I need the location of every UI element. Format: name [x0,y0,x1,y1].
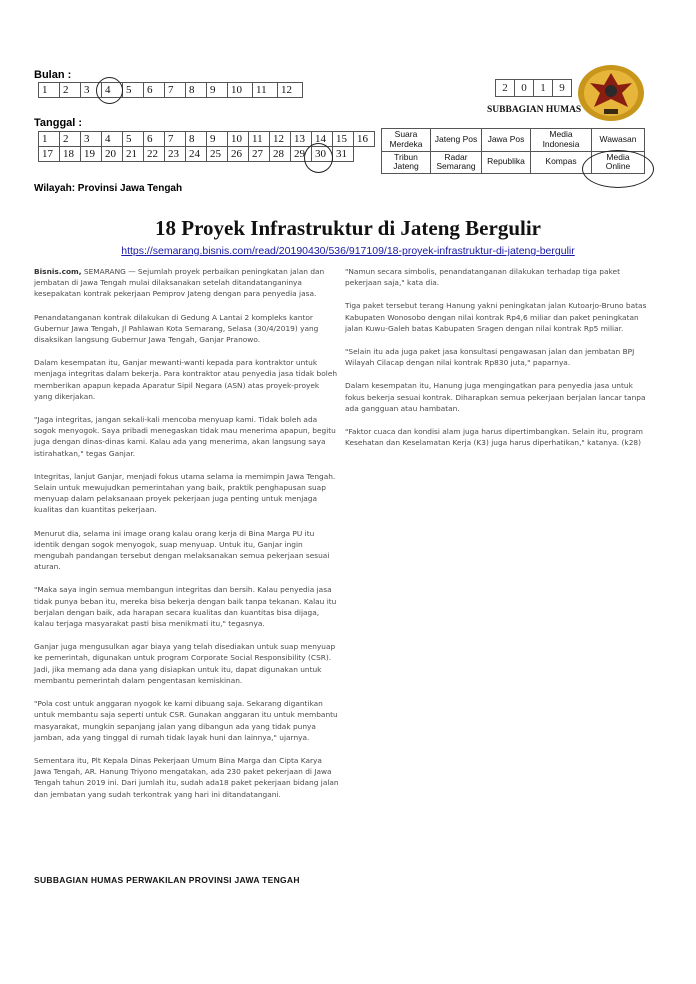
media-outlet-cell: Media Online [592,151,645,174]
date-cell: 24 [186,147,207,162]
date-cell: 16 [354,132,375,147]
month-cell: 11 [253,83,278,98]
month-cell: 3 [81,83,102,98]
month-cell: 1 [39,83,60,98]
unit-label: SUBBAGIAN HUMAS [487,105,582,115]
month-cell: 4 [102,83,123,98]
date-cell: 22 [144,147,165,162]
year-digit-cell: 9 [553,80,572,97]
article-paragraph: Ganjar juga mengusulkan agar biaya yang telah disediakan untuk suap menyuap ke pemerintah, digunakan untuk program Corporate Social Responsibility (CSR). Jadi, jika memang ada dana yang disiapkan untuk itu, dapat digunakan untuk membantu pemerintah dalam pengentasan kemiskinan. [34,642,336,685]
date-cell: 25 [207,147,228,162]
garuda-emblem-icon [576,63,646,123]
date-cell: 1 [39,132,60,147]
date-cell: 30 [312,147,333,162]
year-digit-cell: 1 [534,80,553,97]
article-headline: 18 Proyek Infrastruktur di Jateng Bergulir [155,216,541,240]
article-paragraph: "Faktor cuaca dan kondisi alam juga harus dipertimbangkan. Selain itu, program Kesehatan dan Keselamatan Kerja (K3) juga harus diperhatikan," katanya. (k28) [345,427,643,448]
date-cell: 19 [81,147,102,162]
media-outlet-cell: Suara Merdeka [382,129,431,152]
article-paragraph: "Jaga integritas, jangan sekali-kali mencoba menyuap kami. Tidak boleh ada sogok menyogok. Saya pribadi menegaskan tidak mau menerima apapun, begitu juga dengan dinas-dinas kami. Kalau ada yang menerima, akan langsung saya istirahatkan," tegas Ganjar. [34,415,336,458]
media-outlet-cell: Radar Semarang [431,151,482,174]
date-cell: 31 [333,147,354,162]
article-paragraph: Bisnis.com, SEMARANG — Sejumlah proyek perbaikan peningkatan jalan dan jembatan di Jawa Tengah mulai dilaksanakan setelah ditandatanganinya kesepakatan kontrak pekerjaan Pemprov Jateng dengan para penyedia jasa. [34,267,325,299]
month-cell: 5 [123,83,144,98]
date-cell: 21 [123,147,144,162]
date-cell: 26 [228,147,249,162]
month-cell: 2 [60,83,81,98]
article-paragraph: Sementara itu, Plt Kepala Dinas Pekerjaan Umum Bina Marga dan Cipta Karya Jawa Tengah, AR. Hanung Triyono mengatakan, ada 230 paket pekerjaan di Jawa Tengah tahun 2019 ini. Dari jumlah itu, sudah ada18 paket pekerjaan bidang jalan dan jembatan yang sudah terkontrak yang hari ini ditandatangani. [34,755,339,799]
month-cell: 10 [228,83,253,98]
media-outlet-cell: Tribun Jateng [382,151,431,174]
wilayah-label: Wilayah: Provinsi Jawa Tengah [34,183,183,194]
date-cell: 13 [291,132,312,147]
month-grid [38,82,303,98]
month-cell: 6 [144,83,165,98]
date-cell: 27 [249,147,270,162]
date-cell: 23 [165,147,186,162]
date-cell: 4 [102,132,123,147]
article-paragraph: Dalam kesempatan itu, Ganjar mewanti-wanti kepada para kontraktor untuk menjaga integritas dalam bekerja. Para kontraktor atau penyedia jasa tidak boleh memberikan apapun kepada Aparatur Sipil Negara (ASN) atas proyek-proyek yang dikerjakan. [34,358,338,401]
month-cell: 8 [186,83,207,98]
article-left-column [34,266,339,812]
date-cell: 15 [333,132,354,147]
date-cell: 2 [60,132,81,147]
article-paragraph: Penandatanganan kontrak dilakukan di Gedung A Lantai 2 kompleks kantor Gubernur Jawa Tengah, Jl Pahlawan Kota Semarang, Selasa (30/4/2019) yang disaksikan langsung Gubernur Jawa Tengah, Ganjar Pranowo. [34,312,319,345]
article-paragraph: "Selain itu ada juga paket jasa konsultasi pengawasan jalan dan jembatan BPJ Wilayah Cilacap dengan nilai kontrak Rp830 juta," paparnya. [345,347,635,368]
date-cell: 14 [312,132,333,147]
month-cell: 7 [165,83,186,98]
article-paragraph: Integritas, lanjut Ganjar, menjadi fokus utama selama ia memimpin Jawa Tengah. Selain untuk mewujudkan pemerintahan yang baik, praktik penghapusan suap menyuap dalam pelaksanaan proyek pekerjaan juga penting untuk menjaga kualitas dan kuantitas pekerjaan. [34,471,336,515]
year-digit-cell: 2 [496,80,515,97]
media-outlet-cell: Wawasan [592,129,645,152]
date-cell: 29 [291,147,312,162]
article-paragraph: "Pola cost untuk anggaran nyogok ke kami dibuang saja. Sekarang digantikan untuk membantu saja seperti untuk CSR. Gunakan anggaran itu untuk membantu masyarakat, mungkin sepanjang jalan yang dibangun ada yang tidak punya jamban, ada yang tinggal di rumah tidak layak huni dan lainnya," ujarnya. [34,699,338,742]
article-paragraph: "Maka saya ingin semua membangun integritas dan bersih. Kalau penyedia jasa tidak punya beban itu, mereka bisa bekerja dengan baik tanpa tekanan. Kalau itu berjalan dengan baik, ada harapan secara kualitas dan kuantitas bisa dijaga, kalau terjaga masyarakat pasti bisa menikmati itu," tegasnya. [34,585,337,629]
date-cell: 7 [165,132,186,147]
article-paragraph: Menurut dia, selama ini image orang kalau orang kerja di Bina Marga PU itu identik dengan sogok menyogok, suap menyuap. Untuk itu, Ganjar ingin mengubah pandangan tersebut dengan melaksanakan semua pekerjaan sesuai aturan. [34,528,330,572]
bulan-label: Bulan : [34,69,72,81]
date-cell: 18 [60,147,81,162]
tanggal-label: Tanggal : [34,117,83,129]
year-digit-cell: 0 [515,80,534,97]
date-cell: 8 [186,132,207,147]
source-label: Bisnis.com, [34,267,82,276]
date-cell: 11 [249,132,270,147]
date-cell: 20 [102,147,123,162]
media-outlet-cell: Jawa Pos [482,129,531,152]
date-cell: 28 [270,147,291,162]
month-cell: 9 [207,83,228,98]
date-cell: 12 [270,132,291,147]
date-cell: 10 [228,132,249,147]
media-outlet-cell: Kompas [531,151,592,174]
year-box [495,79,572,97]
selected-month-circle [96,77,123,104]
media-outlet-cell: Republika [482,151,531,174]
date-cell: 9 [207,132,228,147]
date-cell: 3 [81,132,102,147]
selected-date-circle [304,143,333,173]
month-cell: 12 [278,83,303,98]
date-cell: 6 [144,132,165,147]
article-paragraph: Dalam kesempatan itu, Hanung juga mengingatkan para penyedia jasa untuk fokus bekerja sesuai kontrak. Diharapkan semua pekerjaan berjalan lancar tanpa ada gangguan atau hambatan. [345,381,646,413]
article-paragraph: "Namun secara simbolis, penandatanganan dilakukan terhadap tiga paket pekerjaan saja," kata dia. [345,267,620,288]
selected-media-circle [582,150,654,188]
article-url-link[interactable]: https://semarang.bisnis.com/read/20190430/536/917109/18-proyek-infrastruktur-di-jateng-bergulir [121,245,575,257]
article-right-column [345,266,650,460]
date-cell: 5 [123,132,144,147]
media-outlet-cell: Jateng Pos [431,129,482,152]
date-cell: 17 [39,147,60,162]
media-outlet-cell: Media Indonesia [531,129,592,152]
footer-unit-label: SUBBAGIAN HUMAS PERWAKILAN PROVINSI JAWA TENGAH [34,875,300,885]
article-paragraph: Tiga paket tersebut terang Hanung yakni peningkatan jalan Kutoarjo-Bruno batas Kabupaten Wonosobo dengan nilai kontrak Rp4,6 miliar dan paket peningkatan jalan Kuwu-Galeh batas Kabupaten Sragen dengan nilai kontrak Rp5 miliar. [345,301,647,333]
